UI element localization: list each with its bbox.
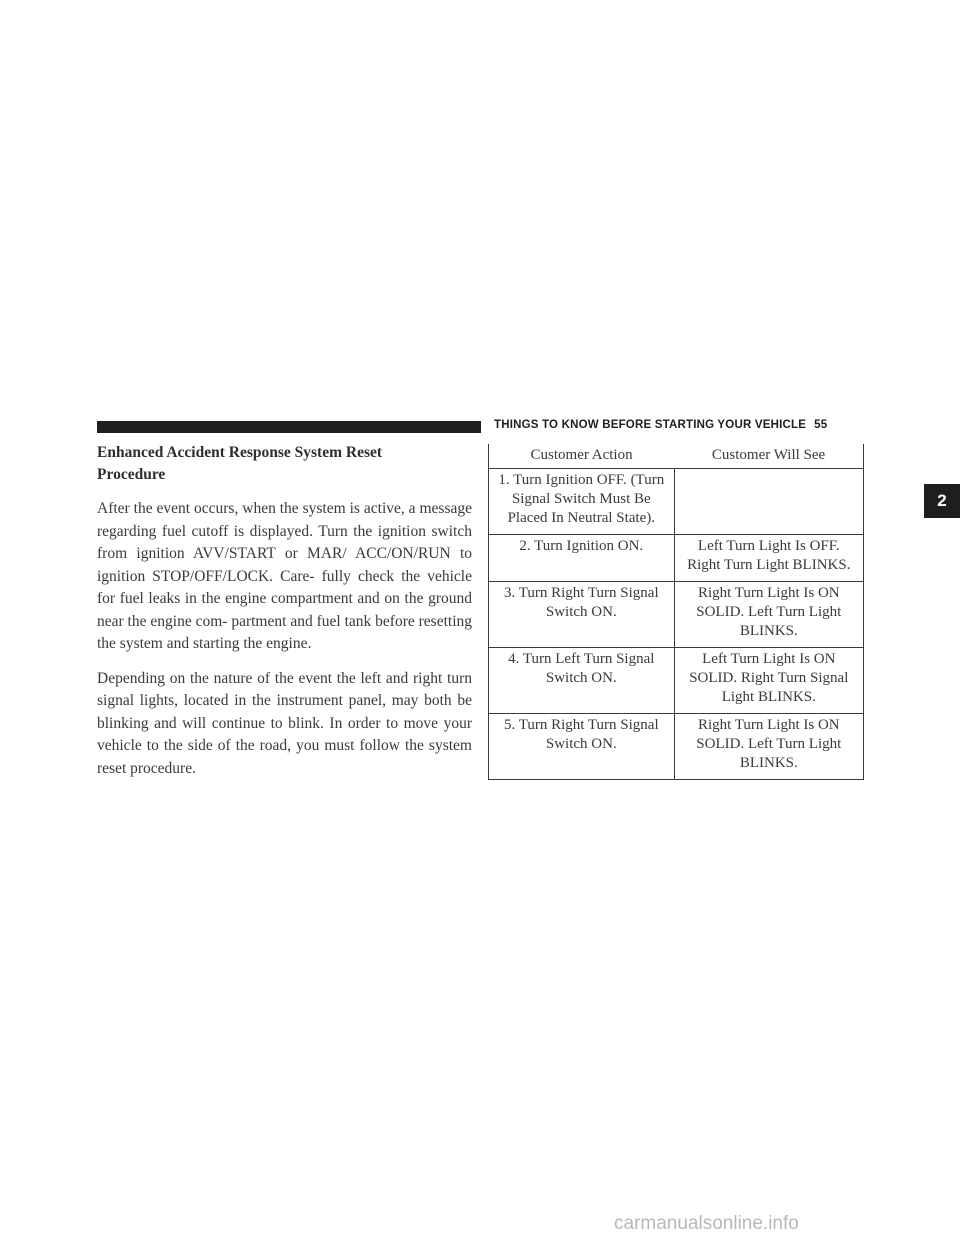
- procedure-table: [488, 444, 864, 780]
- table-row: [489, 648, 864, 714]
- paragraph-2: Depending on the nature of the event the left and right turn signal lights, located in the instrument panel, may both be blinking and will continue to blink. In order to move your vehicle to the side of the road, you must follow the system reset procedure.: [97, 669, 472, 777]
- table-row: [489, 582, 864, 648]
- watermark: carmanualsonline.info: [614, 1213, 799, 1234]
- cell-action: 1. Turn Ignition OFF. (Turn Signal Switch Must Be Placed In Neutral State).: [498, 472, 665, 526]
- table-header-row: [489, 444, 864, 469]
- body-column: [97, 442, 472, 792]
- header-rule: [97, 421, 481, 433]
- header-customer-action: Customer Action: [489, 444, 675, 469]
- table-row: [489, 535, 864, 582]
- cell-action: 4. Turn Left Turn Signal Switch ON.: [508, 651, 655, 686]
- chapter-tab: 2: [924, 484, 960, 518]
- page-number: 55: [814, 419, 828, 431]
- cell-see: Left Turn Light Is OFF. Right Turn Light BLINKS.: [687, 538, 851, 573]
- section-heading: Enhanced Accident Response System Reset Procedure: [97, 444, 383, 483]
- cell-action: 5. Turn Right Turn Signal Switch ON.: [503, 717, 659, 752]
- running-header-title: THINGS TO KNOW BEFORE STARTING YOUR VEHICLE: [494, 419, 807, 431]
- reset-procedure-table: [488, 444, 864, 780]
- cell-action: 3. Turn Right Turn Signal Switch ON.: [503, 585, 659, 620]
- cell-see: Right Turn Light Is ON SOLID. Left Turn Light BLINKS.: [696, 585, 842, 639]
- header-customer-will-see: Customer Will See: [674, 444, 863, 469]
- cell-see: Right Turn Light Is ON SOLID. Left Turn Light BLINKS.: [696, 717, 842, 771]
- table-row: [489, 714, 864, 780]
- table-row: [489, 469, 864, 535]
- running-header: [494, 419, 827, 431]
- paragraph-1: After the event occurs, when the system is active, a message regarding fuel cutoff is displayed. Turn the ignition switch from ignition AVV/START or MAR/ ACC/ON/RUN to ignition STOP/OFF/LOCK. Care- fully check the vehicle for fuel leaks in the engine compartment and on the ground near the engine com- partment and fuel tank before resetting the system and starting the engine.: [97, 500, 472, 652]
- cell-action: 2. Turn Ignition ON.: [519, 538, 644, 554]
- cell-see: Left Turn Light Is ON SOLID. Right Turn Signal Light BLINKS.: [689, 651, 849, 705]
